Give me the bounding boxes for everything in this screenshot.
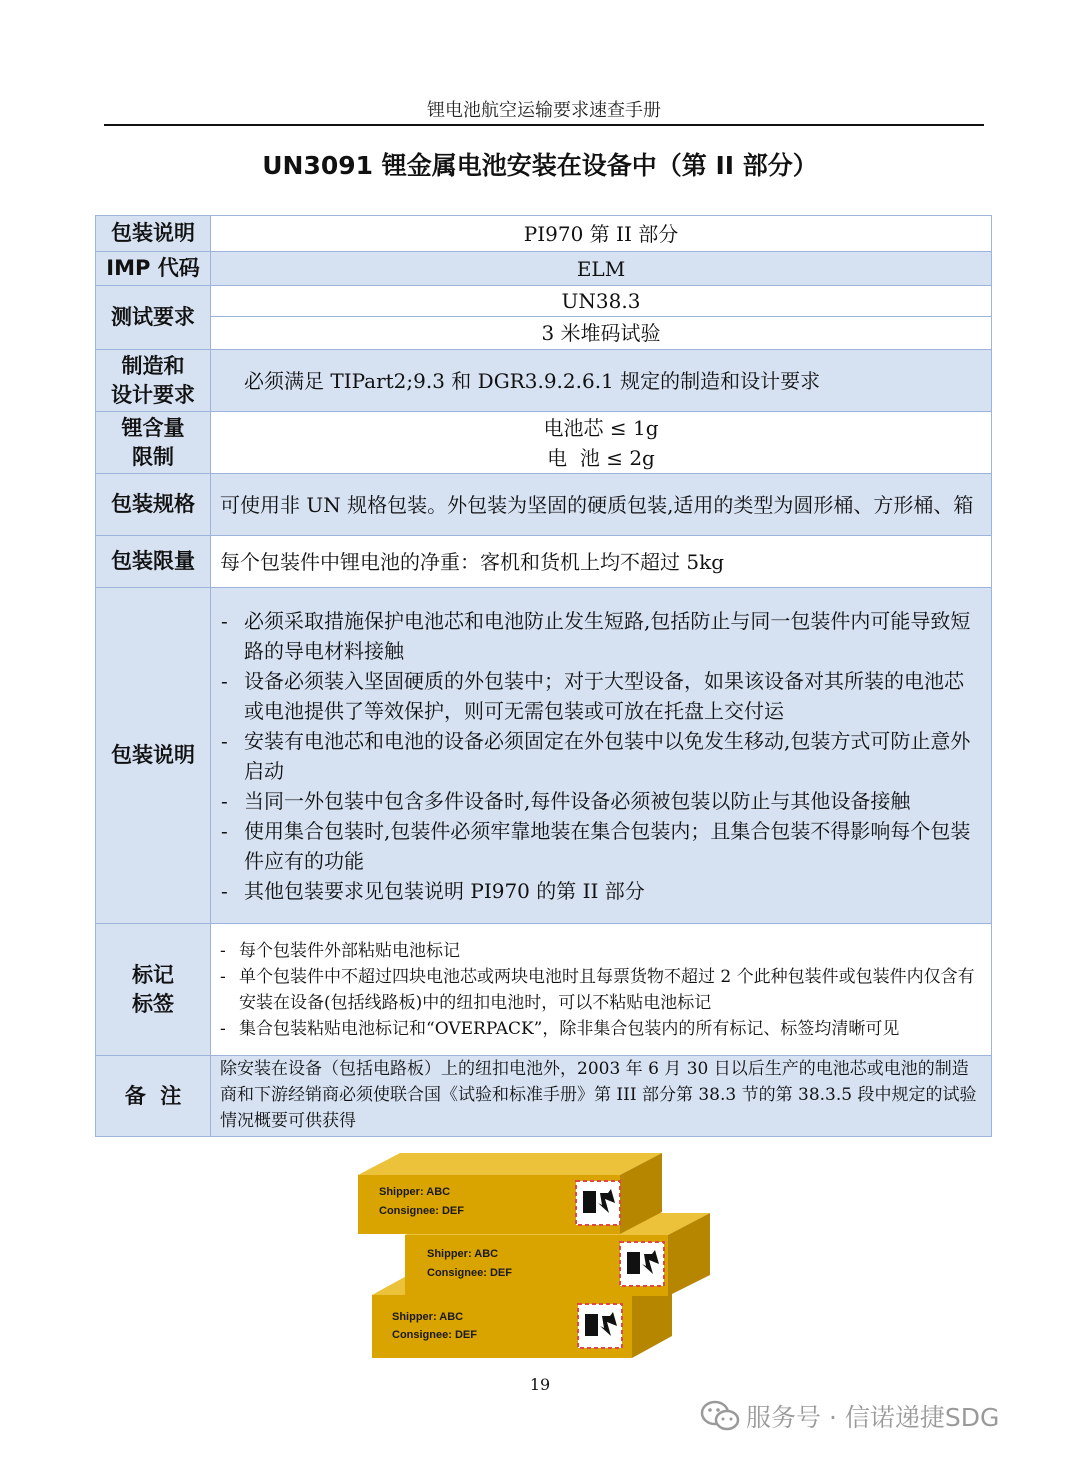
- list-item: - 单个包装件中不超过四块电池芯或两块电池时且每票货物不超过 2 个此种包装件或包装件内仅含有安装在设备(包括线路板)中的纽扣电池时，可以不粘贴电池标记: [219, 964, 983, 1016]
- label-design-line1: 制造和: [121, 353, 185, 378]
- value-lithium-content: [211, 412, 992, 474]
- value-packing-spec: 可使用非 UN 规格包装。外包装为坚固的硬质包装,适用的类型为圆形桶、方形桶、箱: [211, 474, 992, 536]
- row-packing-instruction: [96, 216, 992, 252]
- consignee-label: Consignee: DEF: [427, 1267, 512, 1279]
- row-packing-instructions: [96, 588, 992, 924]
- value-test-stacking: 3 米堆码试验: [211, 317, 992, 350]
- value-lithium-battery: 电 池 ≤ 2g: [547, 445, 655, 470]
- packages-svg: [340, 1150, 720, 1365]
- value-remarks: [211, 1056, 992, 1137]
- value-test-un383: UN38.3: [211, 286, 992, 317]
- label-packing-limit: 包装限量: [96, 536, 211, 588]
- value-packing-instructions: [211, 588, 992, 924]
- lithium-battery-mark-icon: [576, 1181, 620, 1225]
- remarks-text: 除安装在设备（包括电路板）上的纽扣电池外，2003 年 6 月 30 日以后生产的电池芯或电池的制造商和下游经销商必须使联合国《试验和标准手册》第 III 部分第 38.3 节的第 38.3.5 段中规定的试验情况概要可供获得: [220, 1059, 977, 1131]
- list-item: - 集合包装粘贴电池标记和“OVERPACK”，除非集合包装内的所有标记、标签均清晰可见: [219, 1016, 983, 1042]
- label-marking-labels: [96, 924, 211, 1056]
- header-rule: [104, 124, 984, 126]
- row-design-requirement: [96, 350, 992, 412]
- list-item: - 设备必须装入坚固硬质的外包装中；对于大型设备，如果该设备对其所装的电池芯或电池提供了等效保护，则可无需包装或可放在托盘上交付运: [219, 666, 983, 726]
- label-test-requirement: 测试要求: [96, 286, 211, 350]
- label-packing-spec: 包装规格: [96, 474, 211, 536]
- label-imp-code: IMP 代码: [96, 252, 211, 286]
- instructions-list: [211, 604, 991, 908]
- row-lithium-content: [96, 412, 992, 474]
- list-item: - 当同一外包装中包含多件设备时,每件设备必须被包装以防止与其他设备接触: [219, 786, 983, 816]
- stacked-packages-illustration: [340, 1150, 720, 1365]
- list-item: - 必须采取措施保护电池芯和电池防止发生短路,包括防止与同一包装件内可能导致短路的导电材料接触: [219, 606, 983, 666]
- row-packing-limit: [96, 536, 992, 588]
- value-imp-code: ELM: [211, 252, 992, 286]
- row-marking-labels: [96, 924, 992, 1056]
- shipper-label: Shipper: ABC: [392, 1311, 464, 1323]
- box-top-face: [358, 1153, 662, 1175]
- label-packing-instruction: 包装说明: [96, 216, 211, 252]
- label-design-requirement: [96, 350, 211, 412]
- consignee-label: Consignee: DEF: [379, 1205, 464, 1217]
- row-packing-spec: [96, 474, 992, 536]
- shipper-label: Shipper: ABC: [427, 1248, 499, 1260]
- label-lithium-line1: 锂含量: [121, 415, 185, 440]
- label-marking-line1: 标记: [132, 962, 174, 987]
- value-lithium-cell: 电池芯 ≤ 1g: [543, 415, 659, 440]
- row-imp-code: [96, 252, 992, 286]
- running-header: 锂电池航空运输要求速查手册: [427, 100, 661, 121]
- label-lithium-content: [96, 412, 211, 474]
- label-remarks: 备 注: [96, 1056, 211, 1137]
- marking-list: [211, 936, 991, 1044]
- list-item: - 使用集合包装时,包装件必须牢靠地装在集合包装内；且集合包装不得影响每个包装件应有的功能: [219, 816, 983, 876]
- value-design-requirement: 必须满足 TIPart2;9.3 和 DGR3.9.2.6.1 规定的制造和设计要求: [211, 350, 992, 412]
- wechat-icon: [700, 1399, 740, 1433]
- row-test-requirement: [96, 286, 992, 317]
- value-packing-limit: 每个包装件中锂电池的净重：客机和货机上均不超过 5kg: [211, 536, 992, 588]
- value-marking-labels: [211, 924, 992, 1056]
- watermark-text: 服务号 · 信诺递捷SDG: [746, 1403, 1000, 1432]
- lithium-battery-mark-icon: [620, 1242, 664, 1286]
- page-title: UN3091 锂金属电池安装在设备中（第 II 部分）: [262, 151, 818, 180]
- list-item: - 每个包装件外部粘贴电池标记: [219, 938, 983, 964]
- list-item: - 安装有电池芯和电池的设备必须固定在外包装中以免发生移动,包装方式可防止意外启动: [219, 726, 983, 786]
- label-design-line2: 设计要求: [111, 382, 195, 407]
- consignee-label: Consignee: DEF: [392, 1329, 477, 1341]
- shipper-label: Shipper: ABC: [379, 1186, 451, 1198]
- label-lithium-line2: 限制: [132, 444, 174, 469]
- row-test-stacking: [96, 317, 992, 350]
- row-remarks: [96, 1056, 992, 1137]
- label-packing-instructions: 包装说明: [96, 588, 211, 924]
- package-box-1: [358, 1153, 662, 1234]
- label-marking-line2: 标签: [132, 991, 174, 1016]
- page-number: 19: [529, 1375, 551, 1394]
- lithium-battery-mark-icon: [578, 1304, 622, 1348]
- spec-table: [95, 215, 992, 1137]
- watermark: [700, 1396, 1060, 1436]
- list-item: - 其他包装要求见包装说明 PI970 的第 II 部分: [219, 876, 983, 906]
- value-packing-instruction: PI970 第 II 部分: [211, 216, 992, 252]
